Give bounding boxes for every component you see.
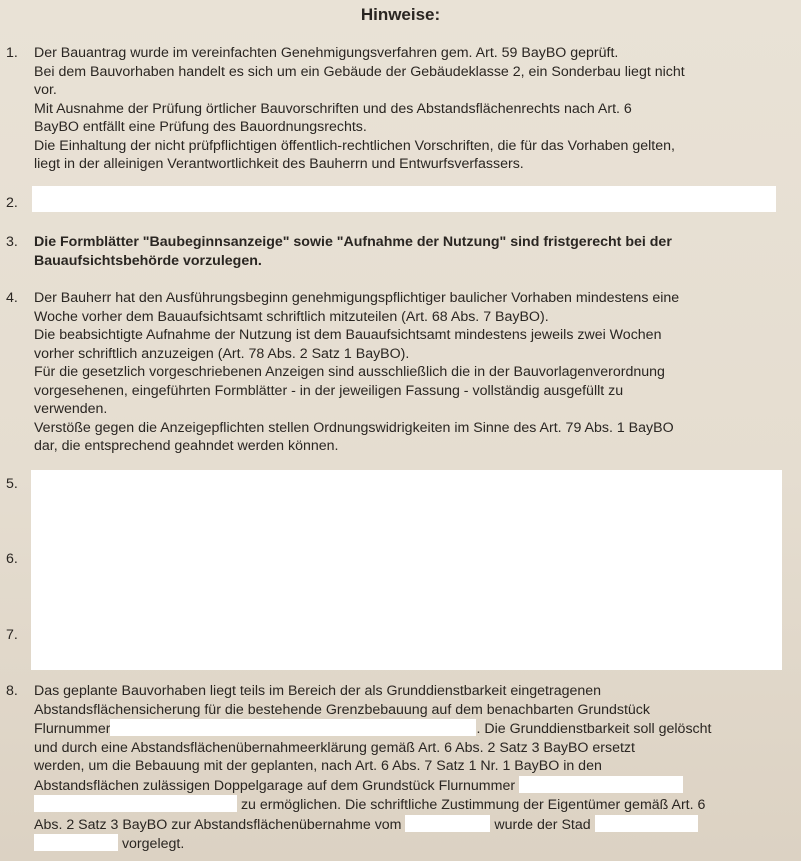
text-fragment: Abstandsflächen zulässigen Doppelgarage auf dem Grundstück Flurnummer	[34, 777, 516, 794]
text-line: Mit Ausnahme der Prüfung örtlicher Bauvorschriften und des Abstandsflächenrechts nach Art. 6	[34, 100, 632, 117]
redaction-inline	[34, 834, 118, 851]
text-line	[34, 834, 794, 854]
text-line	[34, 719, 794, 739]
note-8-text	[34, 682, 794, 854]
text-line: dar, die entsprechend geahndet werden können.	[34, 438, 339, 454]
text-line: Der Bauherr hat den Ausführungsbeginn genehmigungspflichtiger baulicher Vorhaben mindestens eine	[34, 290, 680, 306]
note-6-number: 6.	[6, 551, 18, 567]
redaction-block	[32, 186, 776, 212]
note-4-text	[34, 289, 794, 456]
text-line: Der Bauantrag wurde im vereinfachten Genehmigungsverfahren gem. Art. 59 BayBO geprüft.	[34, 45, 619, 61]
note-1-number: 1.	[6, 45, 18, 61]
note-4-number: 4.	[6, 290, 18, 306]
text-line: werden, um die Bebauung mit der geplanten, nach Art. 6 Abs. 7 Satz 1 Nr. 1 BayBO in den	[34, 758, 602, 774]
text-line: Das geplante Bauvorhaben liegt teils im Bereich der als Grunddienstbarkeit eingetragenen	[34, 683, 602, 699]
note-7-number: 7.	[6, 627, 18, 643]
note-3-text	[34, 233, 794, 270]
note-5-number: 5.	[6, 476, 18, 492]
text-line: Bauaufsichtsbehörde vorzulegen.	[34, 252, 262, 269]
text-line: vorher schriftlich anzuzeigen (Art. 78 Abs. 2 Satz 1 BayBO).	[34, 345, 410, 362]
redaction-block	[31, 470, 782, 670]
redaction-inline	[595, 815, 698, 832]
text-line: Bei dem Bauvorhaben handelt es sich um ein Gebäude der Gebäudeklasse 2, ein Sonderbau liegt nicht	[34, 63, 685, 80]
redaction-inline	[34, 795, 237, 812]
text-fragment: wurde der Stad	[494, 816, 591, 833]
text-line: und durch eine Abstandsflächenübernahmeerklärung gemäß Art. 6 Abs. 2 Satz 3 BayBO ersetzt	[34, 739, 635, 756]
text-line: verwenden.	[34, 401, 108, 417]
text-line: Die Einhaltung der nicht prüfpflichtigen öffentlich-rechtlichen Vorschriften, die für das Vorhaben gelten,	[34, 137, 675, 154]
note-8-number: 8.	[6, 683, 18, 699]
redaction-inline	[110, 719, 476, 736]
text-line: Abstandsflächensicherung für die bestehende Grenzbebauung auf dem benachbarten Grundstück	[34, 701, 650, 718]
redaction-inline	[405, 815, 490, 832]
text-line: vorgesehenen, eingeführten Formblätter - in der jeweiligen Fassung - vollständig ausgefüllt zu	[34, 382, 624, 399]
text-line: Die Formblätter "Baubeginnsanzeige" sowie "Aufnahme der Nutzung" sind fristgerecht bei der	[34, 234, 672, 250]
text-line	[34, 776, 794, 796]
text-line	[34, 815, 794, 835]
text-fragment: zu ermöglichen. Die schriftliche Zustimmung der Eigentümer gemäß Art. 6	[240, 797, 706, 813]
note-2-number: 2.	[6, 195, 18, 211]
redaction-inline	[519, 776, 683, 793]
note-3-number: 3.	[6, 234, 18, 250]
text-line: vor.	[34, 82, 57, 98]
text-line	[34, 795, 794, 815]
note-1-text	[34, 44, 794, 174]
text-fragment: . Die Grunddienstbarkeit soll gelöscht	[476, 721, 712, 737]
text-line: Verstöße gegen die Anzeigepflichten stellen Ordnungswidrigkeiten im Sinne des Art. 79 Abs. 1 BayBO	[34, 419, 674, 436]
page-title: Hinweise:	[360, 5, 441, 24]
text-fragment: Flurnummer	[34, 721, 111, 737]
text-fragment: vorgelegt.	[121, 836, 185, 852]
text-line: BayBO entfällt eine Prüfung des Bauordnungsrechts.	[34, 119, 367, 135]
text-line: Für die gesetzlich vorgeschriebenen Anzeigen sind ausschließlich die in der Bauvorlagenverordnung	[34, 364, 665, 380]
text-line: Die beabsichtigte Aufnahme der Nutzung ist dem Bauaufsichtsamt mindestens jeweils zwei Wochen	[34, 327, 662, 343]
text-fragment: Abs. 2 Satz 3 BayBO zur Abstandsflächenübernahme vom	[34, 816, 402, 833]
text-line: Woche vorher dem Bauaufsichtsamt schriftlich mitzuteilen (Art. 68 Abs. 7 BayBO).	[34, 308, 549, 325]
text-line: liegt in der alleinigen Verantwortlichkeit des Bauherrn und Entwurfsverfassers.	[34, 156, 524, 172]
